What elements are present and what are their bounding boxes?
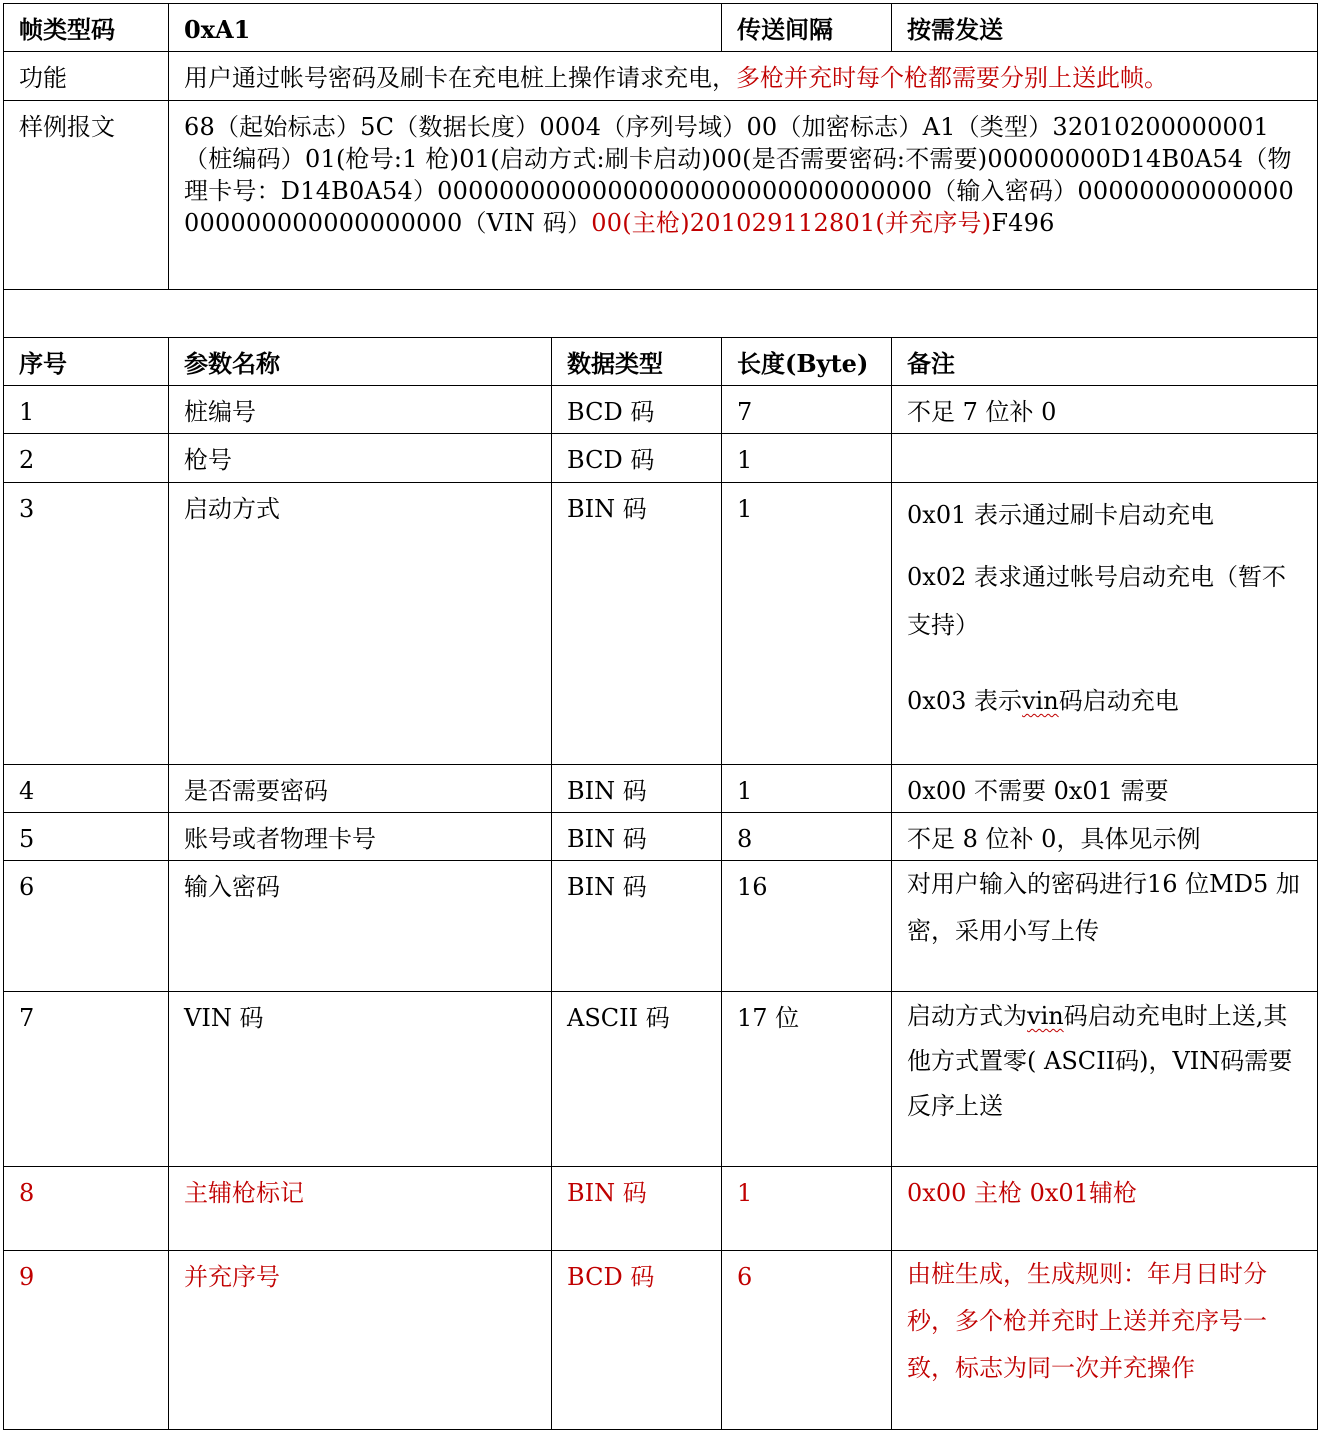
row-type: BCD 码 [552, 1251, 722, 1430]
row-length: 8 [722, 813, 892, 861]
table-row [4, 1251, 1318, 1430]
row-no: 1 [4, 386, 169, 434]
sample-row [4, 101, 1318, 290]
table-row [4, 813, 1318, 861]
table-row [4, 861, 1318, 992]
row-note [892, 434, 1318, 483]
row-type: BIN 码 [552, 483, 722, 765]
spacer-row [4, 290, 1318, 338]
column-header-row [4, 338, 1318, 386]
row-type: ASCII 码 [552, 992, 722, 1167]
note-line-post: 码启动充电 [1058, 687, 1179, 715]
col-header-type: 数据类型 [552, 338, 722, 386]
row-name: 主辅枪标记 [169, 1167, 552, 1251]
row-note: 0x00 不需要 0x01 需要 [892, 765, 1318, 813]
table-row [4, 386, 1318, 434]
frame-type-label: 帧类型码 [4, 4, 169, 52]
row-no: 2 [4, 434, 169, 483]
frame-type-value: 0xA1 [169, 4, 722, 52]
row-length: 1 [722, 765, 892, 813]
sample-text-tail: F496 [991, 209, 1055, 237]
sample-text-black: 68（起始标志）5C（数据长度）0004（序列号域）00（加密标志）A1（类型）32010200000001（桩编码）01(枪号:1 枪)01(启动方式:刷卡启动)00(是否需要密码:不需要)00000000D14B0A54（物理卡号：D14B0A54）00000000000000000000000000000000（输入密码）00000000000000000000000000000000（VIN 码） [184, 113, 1294, 237]
row-note: 对用户输入的密码进行16 位MD5 加密，采用小写上传 [892, 861, 1318, 992]
row-no: 5 [4, 813, 169, 861]
col-header-no: 序号 [4, 338, 169, 386]
note-line: 0x02 表求通过帐号启动充电（暂不支持） [907, 563, 1286, 639]
row-no: 8 [4, 1167, 169, 1251]
row-name: 并充序号 [169, 1251, 552, 1430]
row-no: 4 [4, 765, 169, 813]
function-row [4, 52, 1318, 101]
row-name: 账号或者物理卡号 [169, 813, 552, 861]
spacer-cell [4, 290, 1318, 338]
function-text-red: 多枪并充时每个枪都需要分别上送此帧。 [736, 64, 1168, 92]
note-line-vin: vin [1022, 687, 1059, 715]
row-type: BIN 码 [552, 861, 722, 992]
function-text-black: 用户通过帐号密码及刷卡在充电桩上操作请求充电， [184, 64, 736, 92]
row-name: 启动方式 [169, 483, 552, 765]
note-vin: vin [1027, 1002, 1064, 1030]
row-no: 9 [4, 1251, 169, 1430]
table-row [4, 765, 1318, 813]
interval-value: 按需发送 [892, 4, 1318, 52]
row-length: 7 [722, 386, 892, 434]
row-note: 由桩生成，生成规则：年月日时分秒，多个枪并充时上送并充序号一致，标志为同一次并充操作 [892, 1251, 1318, 1430]
row-length: 1 [722, 1167, 892, 1251]
row-type: BIN 码 [552, 813, 722, 861]
row-type: BCD 码 [552, 434, 722, 483]
protocol-table [3, 3, 1318, 1430]
row-length: 1 [722, 483, 892, 765]
col-header-note: 备注 [892, 338, 1318, 386]
row-name: 桩编号 [169, 386, 552, 434]
row-no: 3 [4, 483, 169, 765]
sample-label: 样例报文 [4, 101, 169, 290]
table-row [4, 483, 1318, 765]
col-header-name: 参数名称 [169, 338, 552, 386]
row-no: 6 [4, 861, 169, 992]
sample-text-red: 00(主枪)201029112801(并充序号) [591, 209, 992, 237]
row-length: 6 [722, 1251, 892, 1430]
row-no: 7 [4, 992, 169, 1167]
row-type: BIN 码 [552, 1167, 722, 1251]
row-name: 枪号 [169, 434, 552, 483]
row-note: 0x00 主枪 0x01辅枪 [892, 1167, 1318, 1251]
row-name: VIN 码 [169, 992, 552, 1167]
row-length: 16 [722, 861, 892, 992]
row-type: BCD 码 [552, 386, 722, 434]
sample-text [169, 101, 1318, 290]
row-note [892, 483, 1318, 765]
row-note: 不足 8 位补 0，具体见示例 [892, 813, 1318, 861]
note-pre: 启动方式为 [907, 1002, 1028, 1030]
row-name: 是否需要密码 [169, 765, 552, 813]
row-note: 不足 7 位补 0 [892, 386, 1318, 434]
table-row [4, 434, 1318, 483]
row-note [892, 992, 1318, 1167]
row-length: 1 [722, 434, 892, 483]
header-row [4, 4, 1318, 52]
row-name: 输入密码 [169, 861, 552, 992]
table-row [4, 992, 1318, 1167]
interval-label: 传送间隔 [722, 4, 892, 52]
row-length: 17 位 [722, 992, 892, 1167]
function-label: 功能 [4, 52, 169, 101]
note-post: 码启动充电时上送,其他方式置零( ASCII码)，VIN码需要反序上送 [907, 1002, 1293, 1120]
note-line-pre: 0x03 表示 [907, 687, 1022, 715]
function-text [169, 52, 1318, 101]
row-type: BIN 码 [552, 765, 722, 813]
note-line [907, 685, 1309, 717]
col-header-length: 长度(Byte) [722, 338, 892, 386]
note-line: 0x01 表示通过刷卡启动充电 [907, 501, 1214, 529]
table-row [4, 1167, 1318, 1251]
